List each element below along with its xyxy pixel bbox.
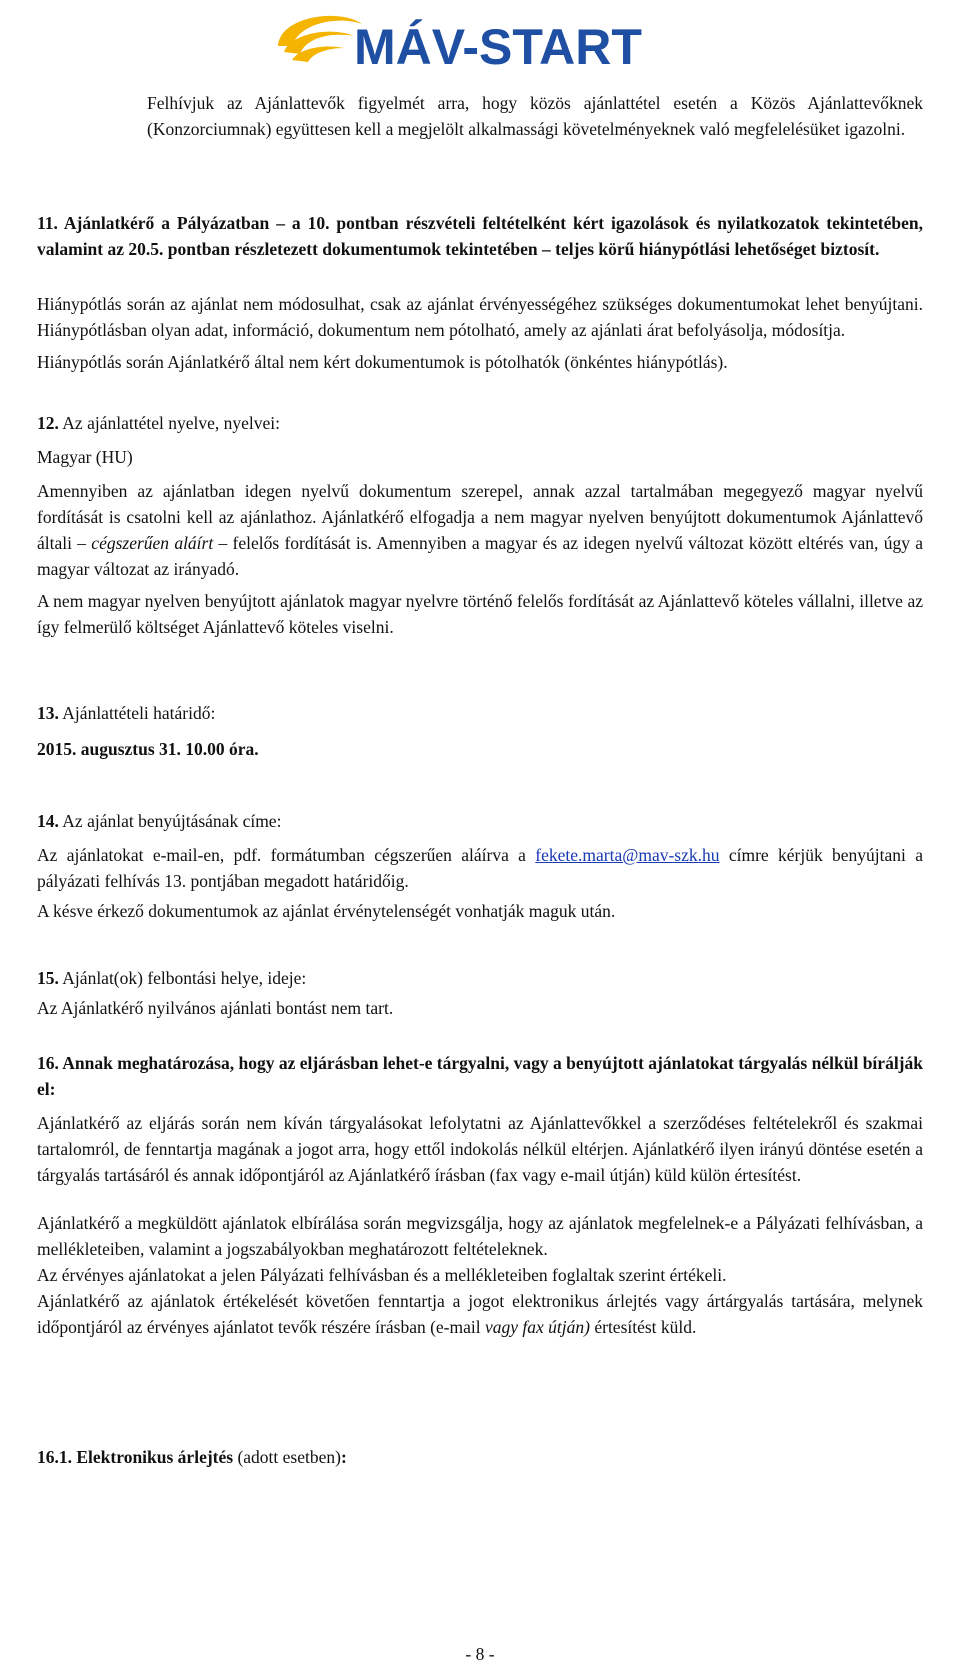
section-14 <box>37 808 923 924</box>
mav-start-logo <box>270 6 690 78</box>
section-15-heading: 15. Ajánlat(ok) felbontási helye, ideje: <box>37 968 307 988</box>
paragraph: A nem magyar nyelven benyújtott ajánlatok magyar nyelvre történő felelős fordítását az Ajánlattevő köteles vállalni, illetve az így felmerülő költséget Ajánlattevő köteles viselni. <box>37 591 923 637</box>
section-11-heading: 11. Ajánlatkérő a Pályázatban – a 10. pontban részvételi feltételként kért igazolások és nyilatkozatok tekintetében, valamint az 20.5. pontban részletezett dokumentumok tekintetében – teljes körű hiánypótlási lehetőséget biztosít. <box>37 213 923 259</box>
paragraph: Amennyiben az ajánlatban idegen nyelvű dokumentum szerepel, annak azzal tartalmában megegyező magyar nyelvű fordítását is csatolni kell az ajánlathoz. Ajánlatkérő elfogadja a nem magyar nyelven benyújtott dokumentumok Ajánlattevő általi – cégszerűen aláírt – felelős fordítását is. Amennyiben a magyar és az idegen nyelvű változat között eltérés van, úgy a magyar változat az irányadó. <box>37 481 924 579</box>
paragraph: Ajánlatkérő az ajánlatok értékelését követően fenntartja a jogot elektronikus árlejtés vagy ártárgyalás tartására, melynek időpontjáról az érvényes ajánlatot tevők részére írásban (e-mail vagy fax útján) értesítést küld. <box>37 1291 923 1337</box>
paragraph: Az érvényes ajánlatokat a jelen Pályázati felhívásban és a mellékleteiben foglaltak szerint értékeli. <box>37 1265 727 1285</box>
paragraph: Hiánypótlás során Ajánlatkérő által nem kért dokumentumok is pótolhatók (önkéntes hiánypótlás). <box>37 352 728 372</box>
section-12 <box>37 410 923 640</box>
section-12-heading: 12. Az ajánlattétel nyelve, nyelvei: <box>37 413 280 433</box>
paragraph: Hiánypótlás során az ajánlat nem módosulhat, csak az ajánlat érvényességéhez szükséges dokumentumokat lehet benyújtani. Hiánypótlásban olyan adat, információ, dokumentum nem pótolható, amely az ajánlati árat befolyásolja, módosítja. <box>37 294 923 340</box>
paragraph: A késve érkező dokumentumok az ajánlat érvénytelenségét vonhatják maguk után. <box>37 901 616 921</box>
paragraph: Az ajánlatokat e-mail-en, pdf. formátumban cégszerűen aláírva a fekete.marta@mav-szk.hu címre kérjük benyújtani a pályázati felhívás 13. pontjában megadott határidőig. <box>37 845 923 891</box>
paragraph: Az Ajánlatkérő nyilvános ajánlati bontást nem tart. <box>37 998 394 1018</box>
section-number: 14. <box>37 811 59 831</box>
mav-start-logo-icon <box>270 6 690 78</box>
section-14-heading: 14. Az ajánlat benyújtásának címe: <box>37 811 282 831</box>
email-link[interactable]: fekete.marta@mav-szk.hu <box>535 845 720 865</box>
section-number: 13. <box>37 703 59 723</box>
section-13-heading: 13. Ajánlattételi határidő: <box>37 703 216 723</box>
section-11 <box>37 210 923 262</box>
section-11-body <box>37 291 923 375</box>
language-value: Magyar (HU) <box>37 447 133 467</box>
section-16 <box>37 1050 923 1340</box>
section-16-1 <box>37 1444 923 1470</box>
intro-paragraph: Felhívjuk az Ajánlattevők figyelmét arra, hogy közös ajánlattétel esetén a Közös Ajánlattevőknek (Konzorciumnak) együttesen kell a megjelölt alkalmassági követelményeknek való megfelelésüket igazolni. <box>147 93 923 139</box>
section-16-heading: 16. Annak meghatározása, hogy az eljárásban lehet-e tárgyalni, vagy a benyújtott ajánlatokat tárgyalás nélkül bírálják el: <box>37 1053 923 1099</box>
page-number: - 8 - <box>465 1644 495 1664</box>
paragraph: Ajánlatkérő a megküldött ajánlatok elbírálása során megvizsgálja, hogy az ajánlatok megfelelnek-e a Pályázati felhívásban, a mellékleteiben, valamint a jogszabályokban meghatározott feltételeknek. <box>37 1213 923 1259</box>
section-13 <box>37 700 923 762</box>
section-number: 12. <box>37 413 59 433</box>
paragraph: Ajánlatkérő az eljárás során nem kíván tárgyalásokat lefolytatni az Ajánlattevőkkel a szerződéses feltételekről és szakmai tartalomról, de fenntartja magának a jogot arra, hogy ettől indokolás nélkül eltérjen. Ajánlatkérő ilyen irányú döntése esetén a tárgyalás tartásáról és annak időpontjáról az Ajánlatkérő írásban (fax vagy e-mail útján) küld külön értesítést. <box>37 1113 923 1185</box>
section-number: 16. <box>37 1053 59 1073</box>
section-number: 15. <box>37 968 59 988</box>
section-number: 16.1. <box>37 1447 72 1467</box>
section-number: 11. <box>37 213 58 233</box>
section-15 <box>37 965 923 1021</box>
section-16-1-heading: 16.1. Elektronikus árlejtés (adott esetben): <box>37 1447 347 1467</box>
svg-text:MÁV-START: MÁV-START <box>354 19 642 75</box>
deadline-value: 2015. augusztus 31. 10.00 óra. <box>37 739 259 759</box>
